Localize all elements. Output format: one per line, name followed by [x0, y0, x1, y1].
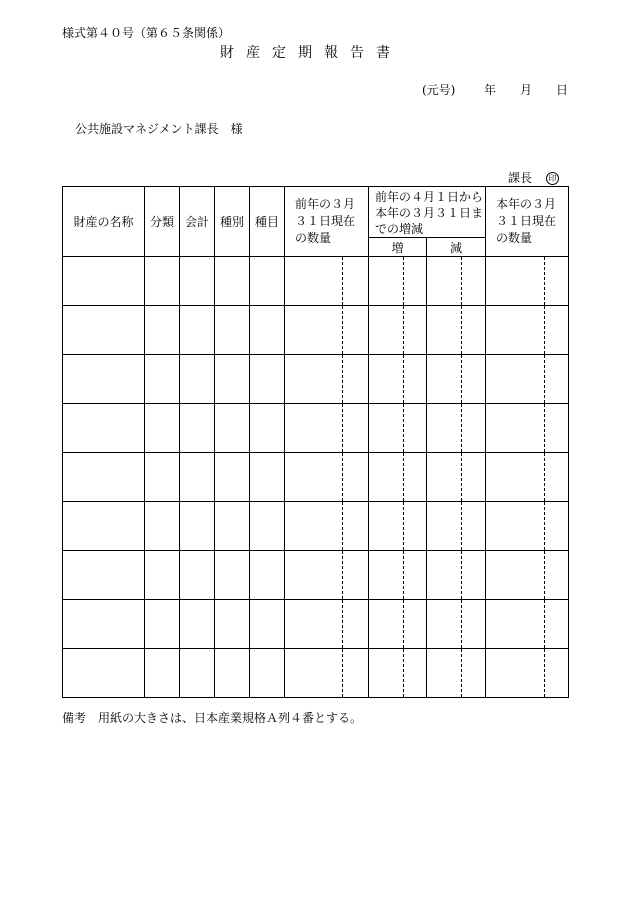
cell-increase[interactable] [369, 453, 427, 502]
cell-name[interactable] [63, 306, 145, 355]
cell-account[interactable] [180, 502, 215, 551]
cell-name[interactable] [63, 600, 145, 649]
cell-increase[interactable] [369, 502, 427, 551]
cell-name[interactable] [63, 355, 145, 404]
cell-item[interactable] [250, 649, 285, 698]
cell-increase[interactable] [369, 306, 427, 355]
cell-prev-qty[interactable] [285, 453, 369, 502]
cell-classification[interactable] [145, 306, 180, 355]
cell-item[interactable] [250, 306, 285, 355]
remarks: 備考 用紙の大きさは、日本産業規格Ａ列４番とする。 [62, 711, 363, 725]
cell-name[interactable] [63, 551, 145, 600]
cell-decrease[interactable] [427, 600, 486, 649]
cell-prev-qty[interactable] [285, 404, 369, 453]
cell-classification[interactable] [145, 600, 180, 649]
cell-item[interactable] [250, 600, 285, 649]
cell-prev-qty[interactable] [285, 355, 369, 404]
stamp-label: 課長 [508, 171, 533, 185]
cell-decrease[interactable] [427, 502, 486, 551]
cell-classification[interactable] [145, 257, 180, 306]
cell-increase[interactable] [369, 257, 427, 306]
cell-curr-qty[interactable] [486, 551, 569, 600]
date-year: 年 [484, 83, 497, 97]
header-type: 種別 [215, 187, 250, 257]
cell-prev-qty[interactable] [285, 502, 369, 551]
cell-type[interactable] [215, 453, 250, 502]
cell-decrease[interactable] [427, 306, 486, 355]
cell-increase[interactable] [369, 404, 427, 453]
header-prev-qty: 前年の３月３１日現在の数量 [285, 187, 369, 257]
cell-curr-qty[interactable] [486, 600, 569, 649]
approval-stamp [508, 169, 559, 186]
table-row [63, 551, 569, 600]
table-row [63, 502, 569, 551]
cell-type[interactable] [215, 355, 250, 404]
cell-curr-qty[interactable] [486, 257, 569, 306]
cell-type[interactable] [215, 551, 250, 600]
cell-increase[interactable] [369, 355, 427, 404]
table-row [63, 257, 569, 306]
cell-curr-qty[interactable] [486, 404, 569, 453]
cell-type[interactable] [215, 404, 250, 453]
cell-account[interactable] [180, 551, 215, 600]
cell-classification[interactable] [145, 502, 180, 551]
cell-classification[interactable] [145, 649, 180, 698]
header-change: 前年の４月１日から本年の３月３１日までの増減 [369, 187, 486, 238]
cell-decrease[interactable] [427, 257, 486, 306]
cell-decrease[interactable] [427, 649, 486, 698]
cell-classification[interactable] [145, 355, 180, 404]
cell-account[interactable] [180, 257, 215, 306]
header-curr-qty: 本年の３月３１日現在の数量 [486, 187, 569, 257]
cell-classification[interactable] [145, 404, 180, 453]
table-row [63, 453, 569, 502]
cell-curr-qty[interactable] [486, 649, 569, 698]
cell-name[interactable] [63, 649, 145, 698]
cell-name[interactable] [63, 404, 145, 453]
cell-item[interactable] [250, 551, 285, 600]
seal-icon: 印 [546, 172, 559, 185]
date-day: 日 [556, 83, 569, 97]
header-name: 財産の名称 [63, 187, 145, 257]
cell-prev-qty[interactable] [285, 551, 369, 600]
cell-item[interactable] [250, 355, 285, 404]
table-row [63, 355, 569, 404]
cell-prev-qty[interactable] [285, 649, 369, 698]
header-decrease: 減 [427, 238, 486, 257]
cell-account[interactable] [180, 453, 215, 502]
cell-decrease[interactable] [427, 453, 486, 502]
cell-item[interactable] [250, 404, 285, 453]
cell-curr-qty[interactable] [486, 502, 569, 551]
addressee: 公共施設マネジメント課長 様 [75, 122, 243, 136]
table-row [63, 404, 569, 453]
cell-name[interactable] [63, 502, 145, 551]
table-row [63, 649, 569, 698]
table-body [63, 257, 569, 698]
header-increase: 増 [369, 238, 427, 257]
cell-classification[interactable] [145, 551, 180, 600]
cell-prev-qty[interactable] [285, 257, 369, 306]
cell-classification[interactable] [145, 453, 180, 502]
cell-account[interactable] [180, 355, 215, 404]
cell-type[interactable] [215, 649, 250, 698]
cell-account[interactable] [180, 649, 215, 698]
cell-increase[interactable] [369, 551, 427, 600]
cell-decrease[interactable] [427, 404, 486, 453]
table-row [63, 600, 569, 649]
property-report-table [62, 186, 569, 698]
cell-type[interactable] [215, 257, 250, 306]
cell-curr-qty[interactable] [486, 306, 569, 355]
cell-type[interactable] [215, 502, 250, 551]
cell-curr-qty[interactable] [486, 453, 569, 502]
cell-item[interactable] [250, 502, 285, 551]
cell-name[interactable] [63, 257, 145, 306]
cell-curr-qty[interactable] [486, 355, 569, 404]
cell-account[interactable] [180, 600, 215, 649]
cell-decrease[interactable] [427, 355, 486, 404]
cell-type[interactable] [215, 306, 250, 355]
date-line [422, 81, 568, 98]
table-row [63, 306, 569, 355]
cell-increase[interactable] [369, 600, 427, 649]
cell-decrease[interactable] [427, 551, 486, 600]
cell-account[interactable] [180, 306, 215, 355]
cell-type[interactable] [215, 600, 250, 649]
cell-name[interactable] [63, 453, 145, 502]
cell-increase[interactable] [369, 649, 427, 698]
cell-prev-qty[interactable] [285, 600, 369, 649]
page-title: 財産定期報告書 [220, 45, 402, 61]
header-account: 会計 [180, 187, 215, 257]
header-classification: 分類 [145, 187, 180, 257]
cell-item[interactable] [250, 257, 285, 306]
cell-account[interactable] [180, 404, 215, 453]
date-month: 月 [520, 83, 533, 97]
date-era: (元号) [422, 83, 456, 97]
cell-prev-qty[interactable] [285, 306, 369, 355]
cell-item[interactable] [250, 453, 285, 502]
header-item: 種目 [250, 187, 285, 257]
form-number: 様式第４０号（第６５条関係） [62, 26, 231, 40]
